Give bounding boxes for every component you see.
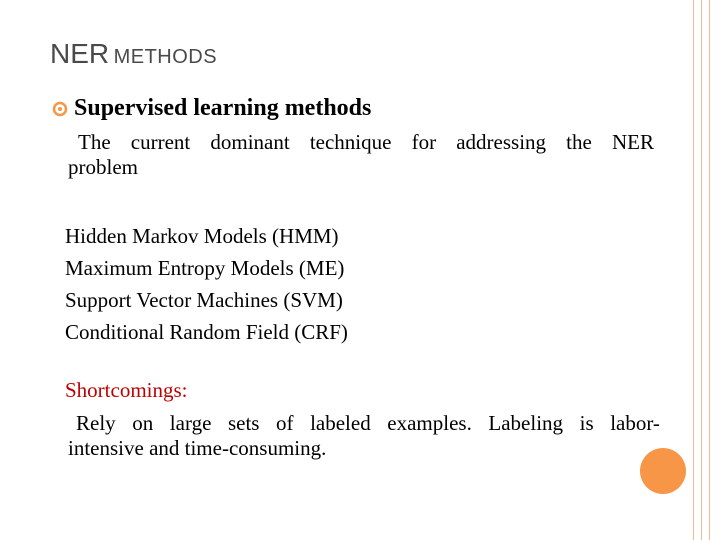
decorative-border-line — [709, 0, 710, 540]
description-word: NER — [611, 130, 654, 154]
decorative-orange-circle — [640, 448, 686, 494]
description-word: technique — [309, 130, 392, 154]
description-word: dominant — [210, 130, 290, 154]
methods-list — [65, 220, 348, 348]
description-line-1 — [68, 130, 654, 155]
description-line-2: problem — [68, 155, 138, 179]
shortcomings-word: sets — [227, 411, 260, 435]
shortcomings-label: Shortcomings: — [65, 378, 188, 402]
method-item: Hidden Markov Models (HMM) — [65, 224, 339, 248]
shortcomings-word: labor- — [610, 411, 660, 435]
shortcomings-word: large — [169, 411, 212, 435]
shortcomings-word: of — [276, 411, 294, 435]
slide-title — [50, 38, 217, 70]
shortcomings-word: is — [579, 411, 594, 435]
method-item: Support Vector Machines (SVM) — [65, 288, 343, 312]
shortcomings-line-2: intensive and time-consuming. — [68, 436, 327, 460]
title-part-methods: METHODS — [113, 46, 218, 68]
shortcomings-word: examples. — [387, 411, 472, 435]
description-word: for — [411, 130, 437, 154]
decorative-border-line — [701, 0, 702, 540]
description-paragraph — [68, 130, 654, 180]
method-item: Maximum Entropy Models (ME) — [65, 256, 345, 280]
shortcomings-line-1 — [68, 411, 660, 436]
orange-ring-bullet-icon — [52, 101, 68, 117]
shortcomings-word: labeled — [310, 411, 371, 435]
description-word: the — [566, 130, 592, 154]
bullet-heading-row — [52, 95, 371, 122]
description-word: current — [130, 130, 191, 154]
decorative-border-line — [693, 0, 694, 540]
shortcomings-word: on — [132, 411, 154, 435]
shortcomings-paragraph — [68, 411, 660, 461]
title-part-ner: NER — [50, 38, 110, 69]
method-item: Conditional Random Field (CRF) — [65, 320, 348, 344]
shortcomings-word: Labeling — [488, 411, 564, 435]
description-word: The — [78, 130, 111, 154]
bullet-heading: Supervised learning methods — [74, 95, 372, 121]
description-word: addressing — [456, 130, 547, 154]
shortcomings-word: Rely — [76, 411, 116, 435]
